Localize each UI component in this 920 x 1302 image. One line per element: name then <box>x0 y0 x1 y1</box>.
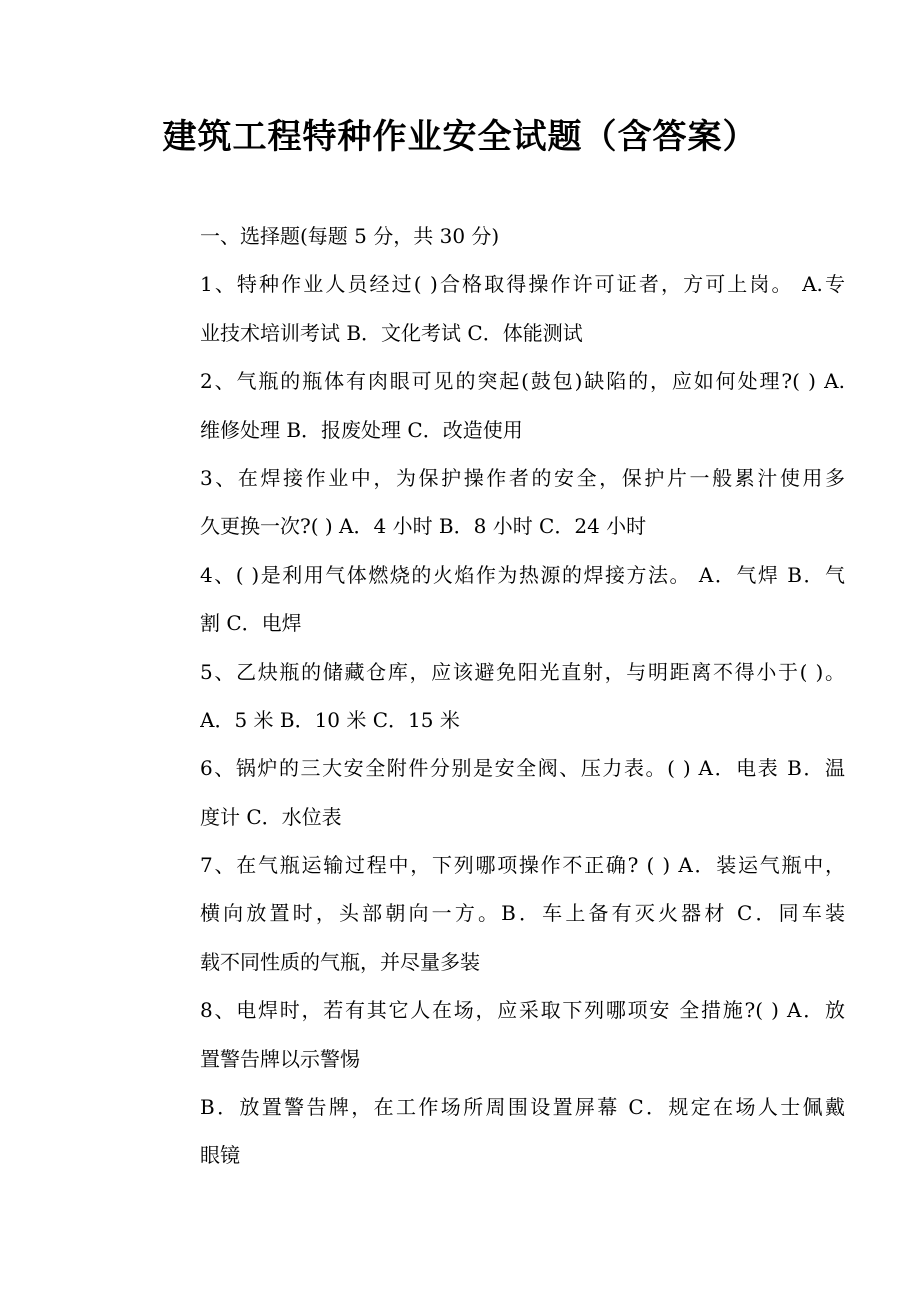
question-7-line-2: 横向放置时，头部朝向一方。B．车上备有灭火器材 C．同车装 <box>200 901 845 926</box>
question-8-line-4: 眼镜 <box>200 1143 240 1168</box>
question-4-line-1: 4、( )是利用气体燃烧的火焰作为热源的焊接方法。 A．气焊 B．气 <box>200 562 845 587</box>
question-8-line-2: 置警告牌以示警惕 <box>200 1046 360 1071</box>
document-body <box>200 212 845 1180</box>
question-3-line-1: 3、在焊接作业中，为保护操作者的安全，保护片一般累汁使用多 <box>200 465 845 490</box>
question-5-line-2: A．5 米 B．10 米 C．15 米 <box>200 707 460 732</box>
question-8-line-1: 8、电焊时，若有其它人在场，应采取下列哪项安 全措施?( ) A．放 <box>200 998 845 1023</box>
document-title: 建筑工程特种作业安全试题（含答案） <box>162 117 758 157</box>
question-8-line-3: B．放置警告牌，在工作场所周围设置屏幕 C．规定在场人士佩戴 <box>200 1095 845 1120</box>
question-4-line-2: 割 C．电焊 <box>200 611 302 636</box>
question-2-line-1: 2、气瓶的瓶体有肉眼可见的突起(鼓包)缺陷的，应如何处理?( ) A. <box>200 369 845 394</box>
question-7-line-1: 7、在气瓶运输过程中，下列哪项操作不正确? ( ) A．装运气瓶中， <box>200 853 845 878</box>
question-6-line-2: 度计 C．水位表 <box>200 804 342 829</box>
question-1-line-2: 业技术培训考试 B．文化考试 C．体能测试 <box>200 320 583 345</box>
question-7-line-3: 载不同性质的气瓶，并尽量多装 <box>200 949 480 974</box>
question-3-line-2: 久更换一次?( ) A．4 小时 B．8 小时 C．24 小时 <box>200 514 647 539</box>
question-2-line-2: 维修处理 B．报废处理 C．改造使用 <box>200 417 523 442</box>
question-6-line-1: 6、锅炉的三大安全附件分别是安全阀、压力表。( ) A．电表 B．温 <box>200 756 845 781</box>
section-heading: 一、选择题(每题 5 分，共 30 分) <box>200 224 500 248</box>
question-1-line-1: 1、特种作业人员经过( )合格取得操作许可证者，方可上岗。 A.专 <box>200 272 845 297</box>
question-5-line-1: 5、乙炔瓶的储藏仓库，应该避免阳光直射，与明距离不得小于( )。 <box>200 659 845 684</box>
